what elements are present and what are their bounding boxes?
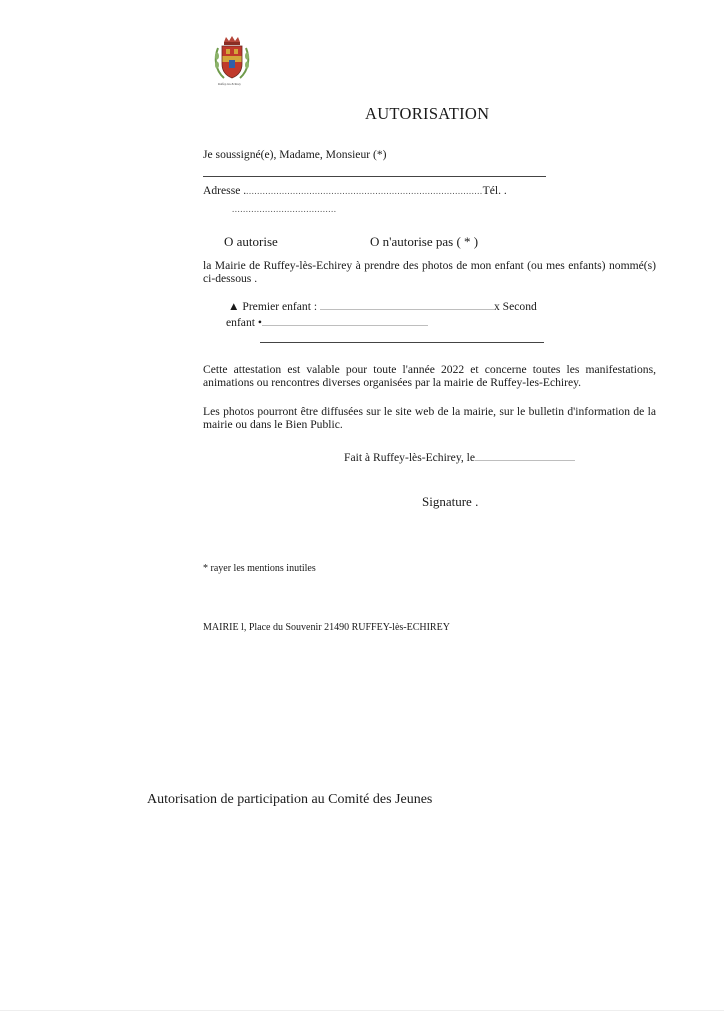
place-date-row bbox=[344, 451, 575, 464]
tel-label: Tél. . bbox=[482, 184, 507, 197]
child-1-label: ▲ Premier enfant : bbox=[228, 300, 318, 313]
child-2-prefix: x Second bbox=[493, 300, 537, 313]
child-1-row bbox=[228, 300, 537, 313]
municipal-crest-logo bbox=[212, 34, 252, 88]
signer-label: Je soussigné(e), Madame, Monsieur (*) bbox=[203, 148, 387, 161]
mairie-address: MAIRIE l, Place du Souvenir 21490 RUFFEY-lès-ECHIREY bbox=[203, 622, 450, 633]
footer-title: Autorisation de participation au Comité des Jeunes bbox=[147, 792, 433, 807]
child-2-row bbox=[226, 316, 428, 329]
signature-label: Signature . bbox=[422, 494, 479, 509]
address-row bbox=[203, 184, 507, 197]
child-2-label: enfant • bbox=[226, 316, 262, 329]
crest-caption: Ruffey-lès-Echirey bbox=[218, 82, 241, 86]
authorization-statement: la Mairie de Ruffey-lès-Echirey à prendre des photos de mon enfant (ou mes enfants) nommé(s) ci-dessous . bbox=[203, 259, 656, 285]
child-3-line[interactable] bbox=[260, 342, 544, 343]
date-field[interactable]: .................................................. bbox=[475, 454, 576, 463]
option-authorize[interactable]: O autorise bbox=[224, 234, 278, 249]
diffusion-paragraph: Les photos pourront être diffusées sur le site web de la mairie, sur le bulletin d'information de la mairie ou dans le Bien Public. bbox=[203, 405, 656, 431]
address-label: Adresse . bbox=[203, 184, 247, 197]
address-field[interactable]: ...................................................................................... bbox=[246, 186, 483, 196]
validity-paragraph: Cette attestation est valable pour toute l'année 2022 et concerne toutes les manifestations, animations ou rencontres diverses organisées par la mairie de Ruffey-les-Echirey. bbox=[203, 363, 656, 389]
page-edge-divider bbox=[0, 1010, 724, 1011]
child-1-field[interactable]: ....................................................................................... bbox=[319, 303, 494, 312]
option-not-authorize[interactable]: O n'autorise pas ( * ) bbox=[370, 234, 479, 249]
signer-name-line[interactable] bbox=[203, 176, 546, 177]
footnote: * rayer les mentions inutiles bbox=[203, 563, 316, 574]
child-2-field[interactable]: ................................................................................... bbox=[261, 319, 428, 328]
page-title: AUTORISATION bbox=[365, 104, 490, 123]
address-continuation-field[interactable]: ...................................... bbox=[232, 204, 337, 214]
place-date-label: Fait à Ruffey-lès-Echirey, le bbox=[344, 451, 476, 464]
